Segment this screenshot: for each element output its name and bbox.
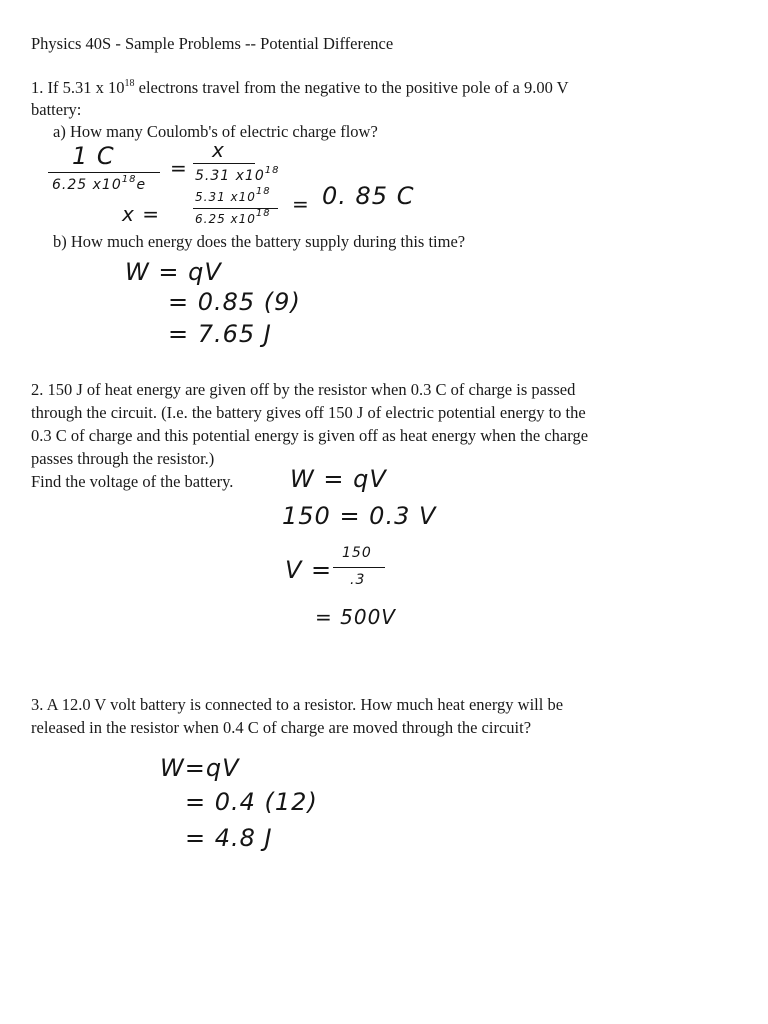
q3-work-line-1: W=qV [160, 754, 240, 782]
q1-frac2-den-base: 5.31 x10 [195, 168, 265, 184]
q1-frac3-numerator [195, 186, 271, 204]
q1-frac1-denominator [52, 174, 147, 193]
q2-work-line-4: = 500V [315, 605, 396, 629]
q1-frac1-den-base: 6.25 x10 [52, 177, 122, 193]
q1-part-a: a) How many Coulomb's of electric charge flow? [53, 122, 378, 141]
q3-work-line-2: = 0.4 (12) [185, 788, 318, 816]
q1-frac1-den-unit: e [136, 177, 147, 193]
q3-work-line-3: = 4.8 J [185, 824, 273, 852]
q1b-work-line-1: W = qV [125, 258, 222, 286]
page-title: Physics 40S - Sample Problems -- Potential Difference [31, 34, 394, 53]
q1-part-b: b) How much energy does the battery supply during this time? [53, 232, 466, 251]
q3-line-1: 3. A 12.0 V volt battery is connected to a resistor. How much heat energy will be [31, 695, 564, 714]
q2-frac-bar [333, 567, 385, 568]
q1-frac3-denominator [195, 208, 271, 226]
q2-work-line-2: 150 = 0.3 V [282, 502, 437, 530]
q1-frac3-den-exp: 18 [255, 208, 271, 219]
q2-line-5: Find the voltage of the battery. [31, 472, 234, 491]
q1-equals-2: = [292, 192, 310, 216]
q1-frac2-numerator: x [212, 138, 225, 162]
q1-x-label: x = [122, 202, 160, 226]
q2-line-2: through the circuit. (I.e. the battery gives off 150 J of electric potential energy to the [31, 403, 586, 422]
q1-frac1-numerator: 1 C [72, 142, 115, 170]
q3-line-2: released in the resistor when 0.4 C of charge are moved through the circuit? [31, 718, 532, 737]
q1-equals-1: = [170, 156, 188, 180]
q1b-work-line-2: = 0.85 (9) [168, 288, 301, 316]
q1-frac1-den-exp: 18 [121, 174, 137, 185]
q1-line-1 [31, 78, 569, 99]
q1-frac2-den-exp: 18 [264, 165, 280, 176]
q1-frac3-den-base: 6.25 x10 [195, 212, 256, 226]
q2-v-label: V = [285, 556, 333, 584]
q2-frac-denominator: .3 [350, 572, 366, 588]
q1-frac1-bar [48, 172, 160, 173]
q1-exponent: 18 [124, 78, 135, 89]
q1-text-pre: 1. If 5.31 x 10 [31, 78, 125, 97]
q1-frac2-denominator [195, 165, 280, 184]
q1-text-post: electrons travel from the negative to the positive pole of a 9.00 V [134, 78, 569, 97]
q1b-work-line-3: = 7.65 J [168, 320, 272, 348]
q2-frac-numerator: 150 [342, 545, 372, 561]
q1-frac3-num-exp: 18 [255, 186, 271, 197]
q1-frac2-bar [193, 163, 255, 164]
q2-line-1: 2. 150 J of heat energy are given off by the resistor when 0.3 C of charge is passed [31, 380, 576, 399]
q1-frac3-num-base: 5.31 x10 [195, 190, 256, 204]
q2-line-3: 0.3 C of charge and this potential energy is given off as heat energy when the charge [31, 426, 589, 445]
q2-line-4: passes through the resistor.) [31, 449, 215, 468]
q1-result: 0. 85 C [322, 182, 415, 210]
q3-text [31, 693, 651, 739]
q2-work-line-1: W = qV [290, 465, 387, 493]
q1-line-2: battery: [31, 100, 82, 119]
